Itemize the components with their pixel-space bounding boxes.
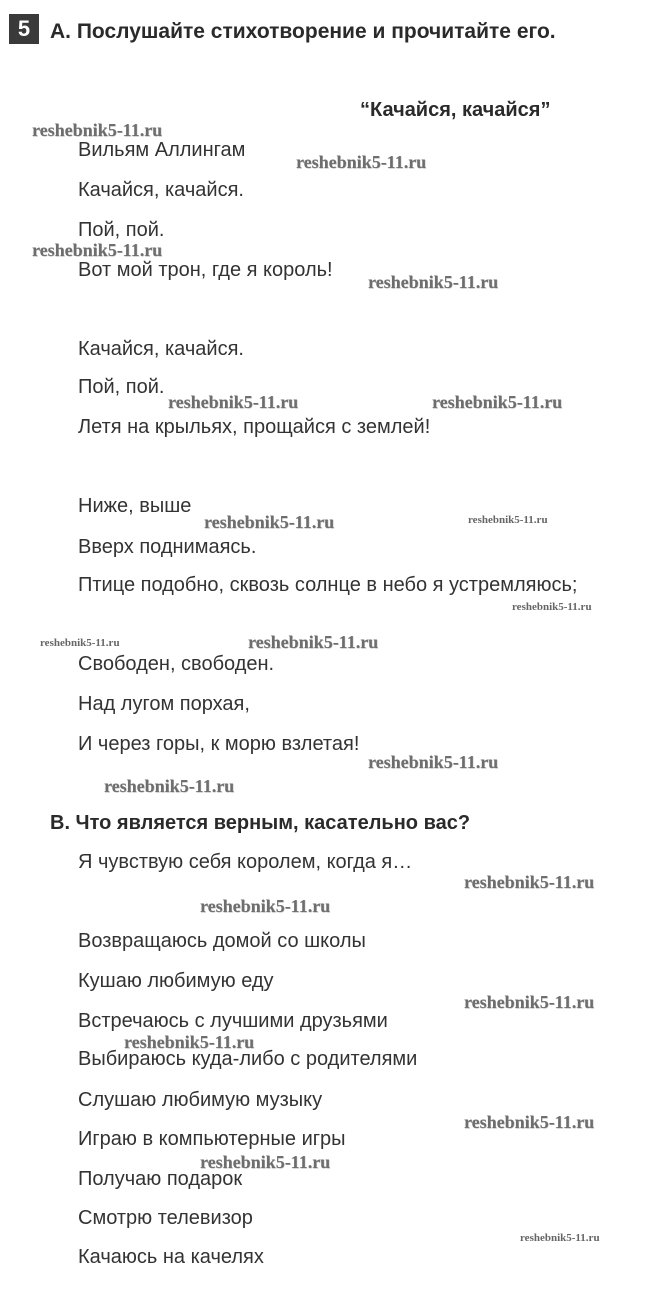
watermark: reshebnik5-11.ru (464, 1112, 595, 1132)
poem-line: Качайся, качайся. (78, 338, 244, 360)
option-item: Смотрю телевизор (78, 1207, 253, 1229)
part-b-prompt: Я чувствую себя королем, когда я… (78, 851, 413, 873)
watermark: reshebnik5-11.ru (248, 632, 379, 652)
poem-author: Вильям Аллингам (78, 139, 246, 161)
watermark: reshebnik5-11.ru (468, 514, 548, 526)
poem-line: Летя на крыльях, прощайся с землей! (78, 416, 431, 438)
watermark: reshebnik5-11.ru (124, 1032, 255, 1052)
option-item: Слушаю любимую музыку (78, 1089, 323, 1111)
watermark: reshebnik5-11.ru (32, 240, 163, 260)
option-item: Возвращаюсь домой со школы (78, 930, 366, 952)
watermark: reshebnik5-11.ru (368, 752, 499, 772)
poem-line: Свободен, свободен. (78, 653, 275, 675)
watermark: reshebnik5-11.ru (40, 637, 120, 649)
poem-line: Вот мой трон, где я король! (78, 259, 333, 281)
poem-line: Качайся, качайся. (78, 179, 244, 201)
watermark: reshebnik5-11.ru (296, 152, 427, 172)
exercise-number-badge: 5 (9, 14, 39, 44)
poem-title: “Качайся, качайся” (360, 99, 551, 121)
option-item: Выбираюсь куда-либо с родителями (78, 1048, 418, 1070)
poem-line: Ниже, выше (78, 495, 192, 517)
watermark: reshebnik5-11.ru (512, 601, 592, 613)
part-b-heading: B. Что является верным, касательно вас? (50, 812, 471, 834)
option-item: Кушаю любимую еду (78, 970, 274, 992)
option-item: Качаюсь на качелях (78, 1246, 264, 1268)
watermark: reshebnik5-11.ru (32, 120, 163, 140)
watermark: reshebnik5-11.ru (432, 392, 563, 412)
watermark: reshebnik5-11.ru (368, 272, 499, 292)
option-item: Получаю подарок (78, 1168, 243, 1190)
watermark: reshebnik5-11.ru (464, 992, 595, 1012)
poem-line: Вверх поднимаясь. (78, 536, 257, 558)
poem-line: Над лугом порхая, (78, 693, 250, 715)
poem-line: Пой, пой. (78, 219, 165, 241)
watermark: reshebnik5-11.ru (200, 1152, 331, 1172)
poem-line: Птице подобно, сквозь солнце в небо я устремляюсь; (78, 574, 578, 596)
watermark: reshebnik5-11.ru (104, 776, 235, 796)
option-item: Встречаюсь с лучшими друзьями (78, 1010, 388, 1032)
watermark: reshebnik5-11.ru (520, 1232, 600, 1244)
option-item: Играю в компьютерные игры (78, 1128, 346, 1150)
watermark: reshebnik5-11.ru (204, 512, 335, 532)
watermark: reshebnik5-11.ru (200, 896, 331, 916)
poem-line: И через горы, к морю взлетая! (78, 733, 360, 755)
watermark: reshebnik5-11.ru (464, 872, 595, 892)
poem-line: Пой, пой. (78, 376, 165, 398)
part-a-heading: A. Послушайте стихотворение и прочитайте его. (50, 20, 556, 43)
watermark: reshebnik5-11.ru (168, 392, 299, 412)
